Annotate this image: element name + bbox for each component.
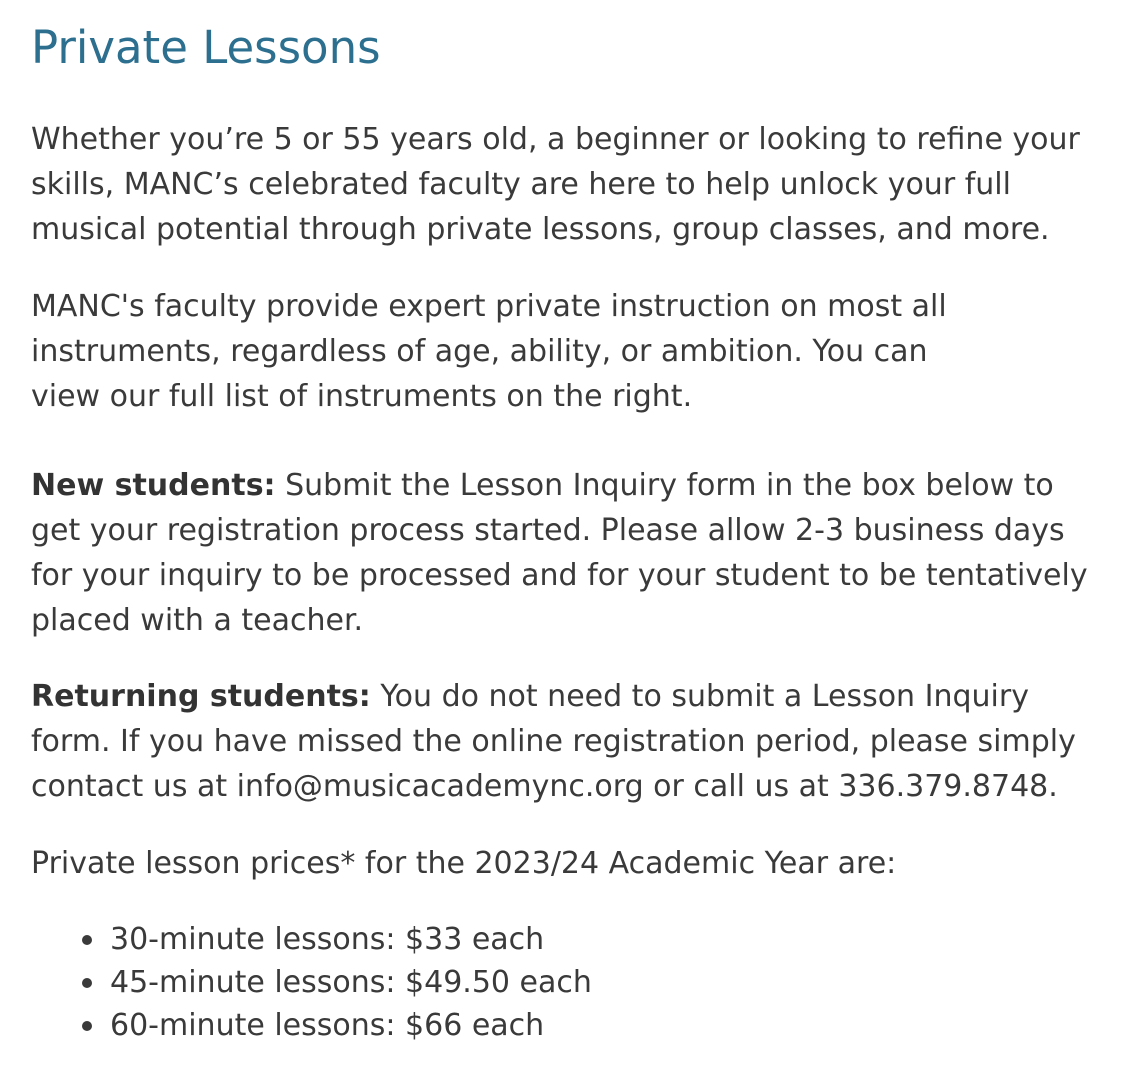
intro-line: musical potential through private lessons, group classes, and more. — [31, 212, 1050, 247]
new-students-text: Submit the Lesson Inquiry form in the box below to — [275, 468, 1054, 503]
new-students-line: placed with a teacher. — [31, 603, 364, 638]
faculty-line: instruments, regardless of age, ability, or ambition. You can — [31, 334, 928, 369]
price-item-text: 60-minute lessons: $66 each — [110, 1008, 545, 1043]
returning-students-label: Returning students: — [31, 679, 371, 714]
price-list — [31, 918, 592, 1047]
faculty-line: MANC's faculty provide expert private instruction on most all — [31, 289, 947, 324]
new-students-line: get your registration process started. Please allow 2-3 business days — [31, 513, 1065, 548]
price-item-text: 30-minute lessons: $33 each — [110, 922, 545, 957]
page-title: Private Lessons — [31, 21, 381, 74]
faculty-paragraph — [31, 284, 947, 419]
price-item-text: 45-minute lessons: $49.50 each — [110, 965, 592, 1000]
prices-intro: Private lesson prices* for the 2023/24 Academic Year are: — [31, 846, 897, 881]
new-students-paragraph — [31, 463, 1088, 643]
price-list-item — [31, 918, 592, 961]
bullet-icon — [82, 978, 92, 988]
faculty-line: view our full list of instruments on the right. — [31, 379, 693, 414]
price-list-item — [31, 1004, 592, 1047]
returning-students-paragraph — [31, 674, 1076, 809]
intro-paragraph — [31, 117, 1080, 252]
bullet-icon — [82, 1021, 92, 1031]
price-list-item — [31, 961, 592, 1004]
returning-students-first-line — [31, 674, 1076, 719]
new-students-line: for your inquiry to be processed and for your student to be tentatively — [31, 558, 1088, 593]
bullet-icon — [82, 935, 92, 945]
returning-students-line: contact us at info@musicacademync.org or call us at 336.379.8748. — [31, 769, 1058, 804]
returning-students-text: You do not need to submit a Lesson Inquiry — [370, 679, 1029, 714]
new-students-label: New students: — [31, 468, 276, 503]
returning-students-line: form. If you have missed the online registration period, please simply — [31, 724, 1076, 759]
intro-line: Whether you’re 5 or 55 years old, a beginner or looking to refine your — [31, 122, 1080, 157]
intro-line: skills, MANC’s celebrated faculty are here to help unlock your full — [31, 167, 1011, 202]
new-students-first-line — [31, 463, 1088, 508]
